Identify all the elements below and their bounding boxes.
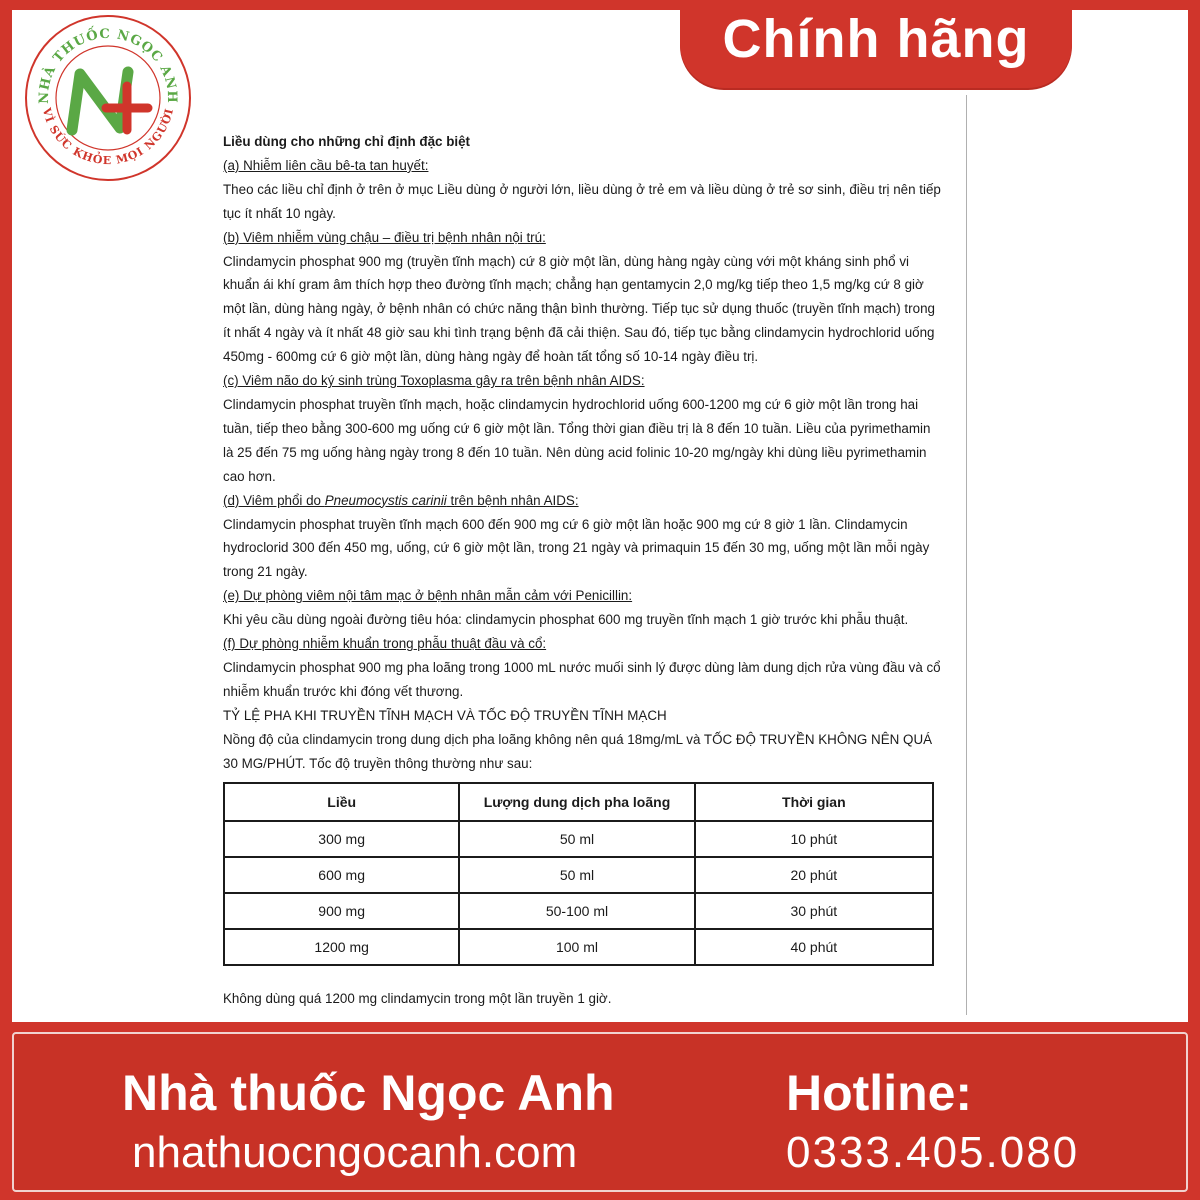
store-website-link[interactable]: nhathuocngocanh.com (132, 1128, 578, 1177)
table-cell: 50 ml (459, 857, 694, 893)
store-name: Nhà thuốc Ngọc Anh (122, 1065, 615, 1121)
item-d-title-pre: (d) Viêm phổi do (223, 492, 325, 508)
frame-left (0, 0, 12, 1200)
item-f-body: Clindamycin phosphat 900 mg pha loãng trong 1000 mL nước muối sinh lý được dùng làm dung dịch rửa vùng đầu và cổ nhiễm khuẩn trước khi đóng vết thương. (223, 659, 941, 699)
footnote: Không dùng quá 1200 mg clindamycin trong một lần truyền 1 giờ. (223, 991, 612, 1006)
table-cell: 300 mg (224, 821, 459, 857)
hotline-label: Hotline: (786, 1065, 973, 1121)
document-body (223, 130, 941, 775)
item-b-body: Clindamycin phosphat 900 mg (truyền tĩnh mạch) cứ 8 giờ một lần, dùng hàng ngày cùng với một kháng sinh phổ vi khuẩn ái khí gram âm thích hợp theo đường tĩnh mạch; chẳng hạn gentamycin 2,0 mg/kg tiếp theo 1,5 mg/kg cứ 8 giờ một lần, dùng hàng ngày, ở bệnh nhân có chức năng thận bình thường. Tiếp tục sử dụng thuốc (truyền tĩnh mạch) trong ít nhất 4 ngày và ít nhất 48 giờ sau khi tình trạng bệnh đã cải thiện. Sau đó, tiếp tục bằng clindamycin hydrochlorid uống 450mg - 600mg cứ 6 giờ một lần, dùng hàng ngày để hoàn tất tổng số 10-14 ngày điều trị. (223, 253, 935, 365)
table-header-row (224, 783, 933, 821)
item-c-body: Clindamycin phosphat truyền tĩnh mạch, hoặc clindamycin hydrochlorid uống 600-1200 mg cứ 6 giờ một lần trong hai tuần, tiếp theo bằng 300-600 mg uống cứ 6 giờ một lần. Tổng thời gian điều trị là 8 đến 10 tuần. Liều của pyrimethamin là 25 đến 75 mg uống hàng ngày trong 8 đến 10 tuần. Nên dùng acid folinic 10-20 mg/ngày khi dùng liều pyrimethamin cao hơn. (223, 396, 931, 484)
item-d-body: Clindamycin phosphat truyền tĩnh mạch 600 đến 900 mg cứ 6 giờ một lần hoặc 900 mg cứ 8 giờ 1 lần. Clindamycin hydroclorid 300 đến 450 mg, uống, cứ 6 giờ một lần, trong 21 ngày và primaquin 15 đến 30 mg, uống một lần mỗi ngày trong 21 ngày. (223, 516, 930, 580)
table-row (224, 929, 933, 965)
item-e-title: (e) Dự phòng viêm nội tâm mạc ở bệnh nhân mẫn cảm với Penicillin: (223, 588, 633, 604)
item-e-body: Khi yêu cầu dùng ngoài đường tiêu hóa: clindamycin phosphat 600 mg truyền tĩnh mạch 1 giờ trước khi phẫu thuật. (223, 612, 909, 628)
rate-body: Nồng độ của clindamycin trong dung dịch pha loãng không nên quá 18mg/mL và TỐC ĐỘ TRUYỀN KHÔNG NÊN QUÁ 30 MG/PHÚT. Tốc độ truyền thông thường như sau: (223, 731, 933, 771)
table-row (224, 821, 933, 857)
table-cell: 600 mg (224, 857, 459, 893)
table-cell: 100 ml (459, 929, 694, 965)
authentic-badge (680, 0, 1072, 88)
logo-ring-bottom-text: VÌ SỨC KHỎE MỌI NGƯỜI (39, 106, 177, 168)
table-cell: 20 phút (695, 857, 933, 893)
table-cell: 900 mg (224, 893, 459, 929)
item-c-title: (c) Viêm não do ký sinh trùng Toxoplasma gây ra trên bệnh nhân AIDS: (223, 373, 645, 389)
table-cell: 30 phút (695, 893, 933, 929)
dosage-table (223, 782, 934, 966)
item-a-title: (a) Nhiễm liên cầu bê-ta tan huyết: (223, 157, 429, 173)
item-f-title: (f) Dự phòng nhiễm khuẩn trong phẫu thuật đầu và cổ: (223, 636, 547, 652)
table-cell: 1200 mg (224, 929, 459, 965)
item-d-title-italic: Pneumocystis carinii (324, 492, 447, 508)
table-cell: 50-100 ml (459, 893, 694, 929)
table-cell: 50 ml (459, 821, 694, 857)
logo-ring-top-text: NHÀ THUỐC NGỌC ANH (36, 26, 180, 104)
table-cell: 10 phút (695, 821, 933, 857)
table-cell: 40 phút (695, 929, 933, 965)
store-logo (22, 12, 194, 184)
frame-right (1188, 0, 1200, 1200)
table-header-cell: Liều (224, 783, 459, 821)
authentic-badge-label: Chính hãng (722, 9, 1030, 69)
document-margin-line (966, 95, 967, 1015)
item-d-title (223, 489, 941, 513)
section-heading: Liều dùng cho những chỉ định đặc biệt (223, 134, 470, 149)
table-header-cell: Thời gian (695, 783, 933, 821)
item-d-title-post: trên bệnh nhân AIDS: (446, 492, 579, 508)
rate-heading: TỶ LỆ PHA KHI TRUYỀN TĨNH MẠCH VÀ TỐC ĐỘ TRUYỀN TĨNH MẠCH (223, 707, 667, 723)
table-header-cell: Lượng dung dịch pha loãng (459, 783, 694, 821)
table-row (224, 857, 933, 893)
hotline-number[interactable]: 0333.405.080 (786, 1128, 1080, 1177)
item-a-body: Theo các liều chỉ định ở trên ở mục Liều dùng ở người lớn, liều dùng ở trẻ em và liều dùng ở trẻ sơ sinh, điều trị nên tiếp tục ít nhất 10 ngày. (223, 181, 941, 221)
table-row (224, 893, 933, 929)
item-b-title: (b) Viêm nhiễm vùng chậu – điều trị bệnh nhân nội trú: (223, 229, 546, 245)
